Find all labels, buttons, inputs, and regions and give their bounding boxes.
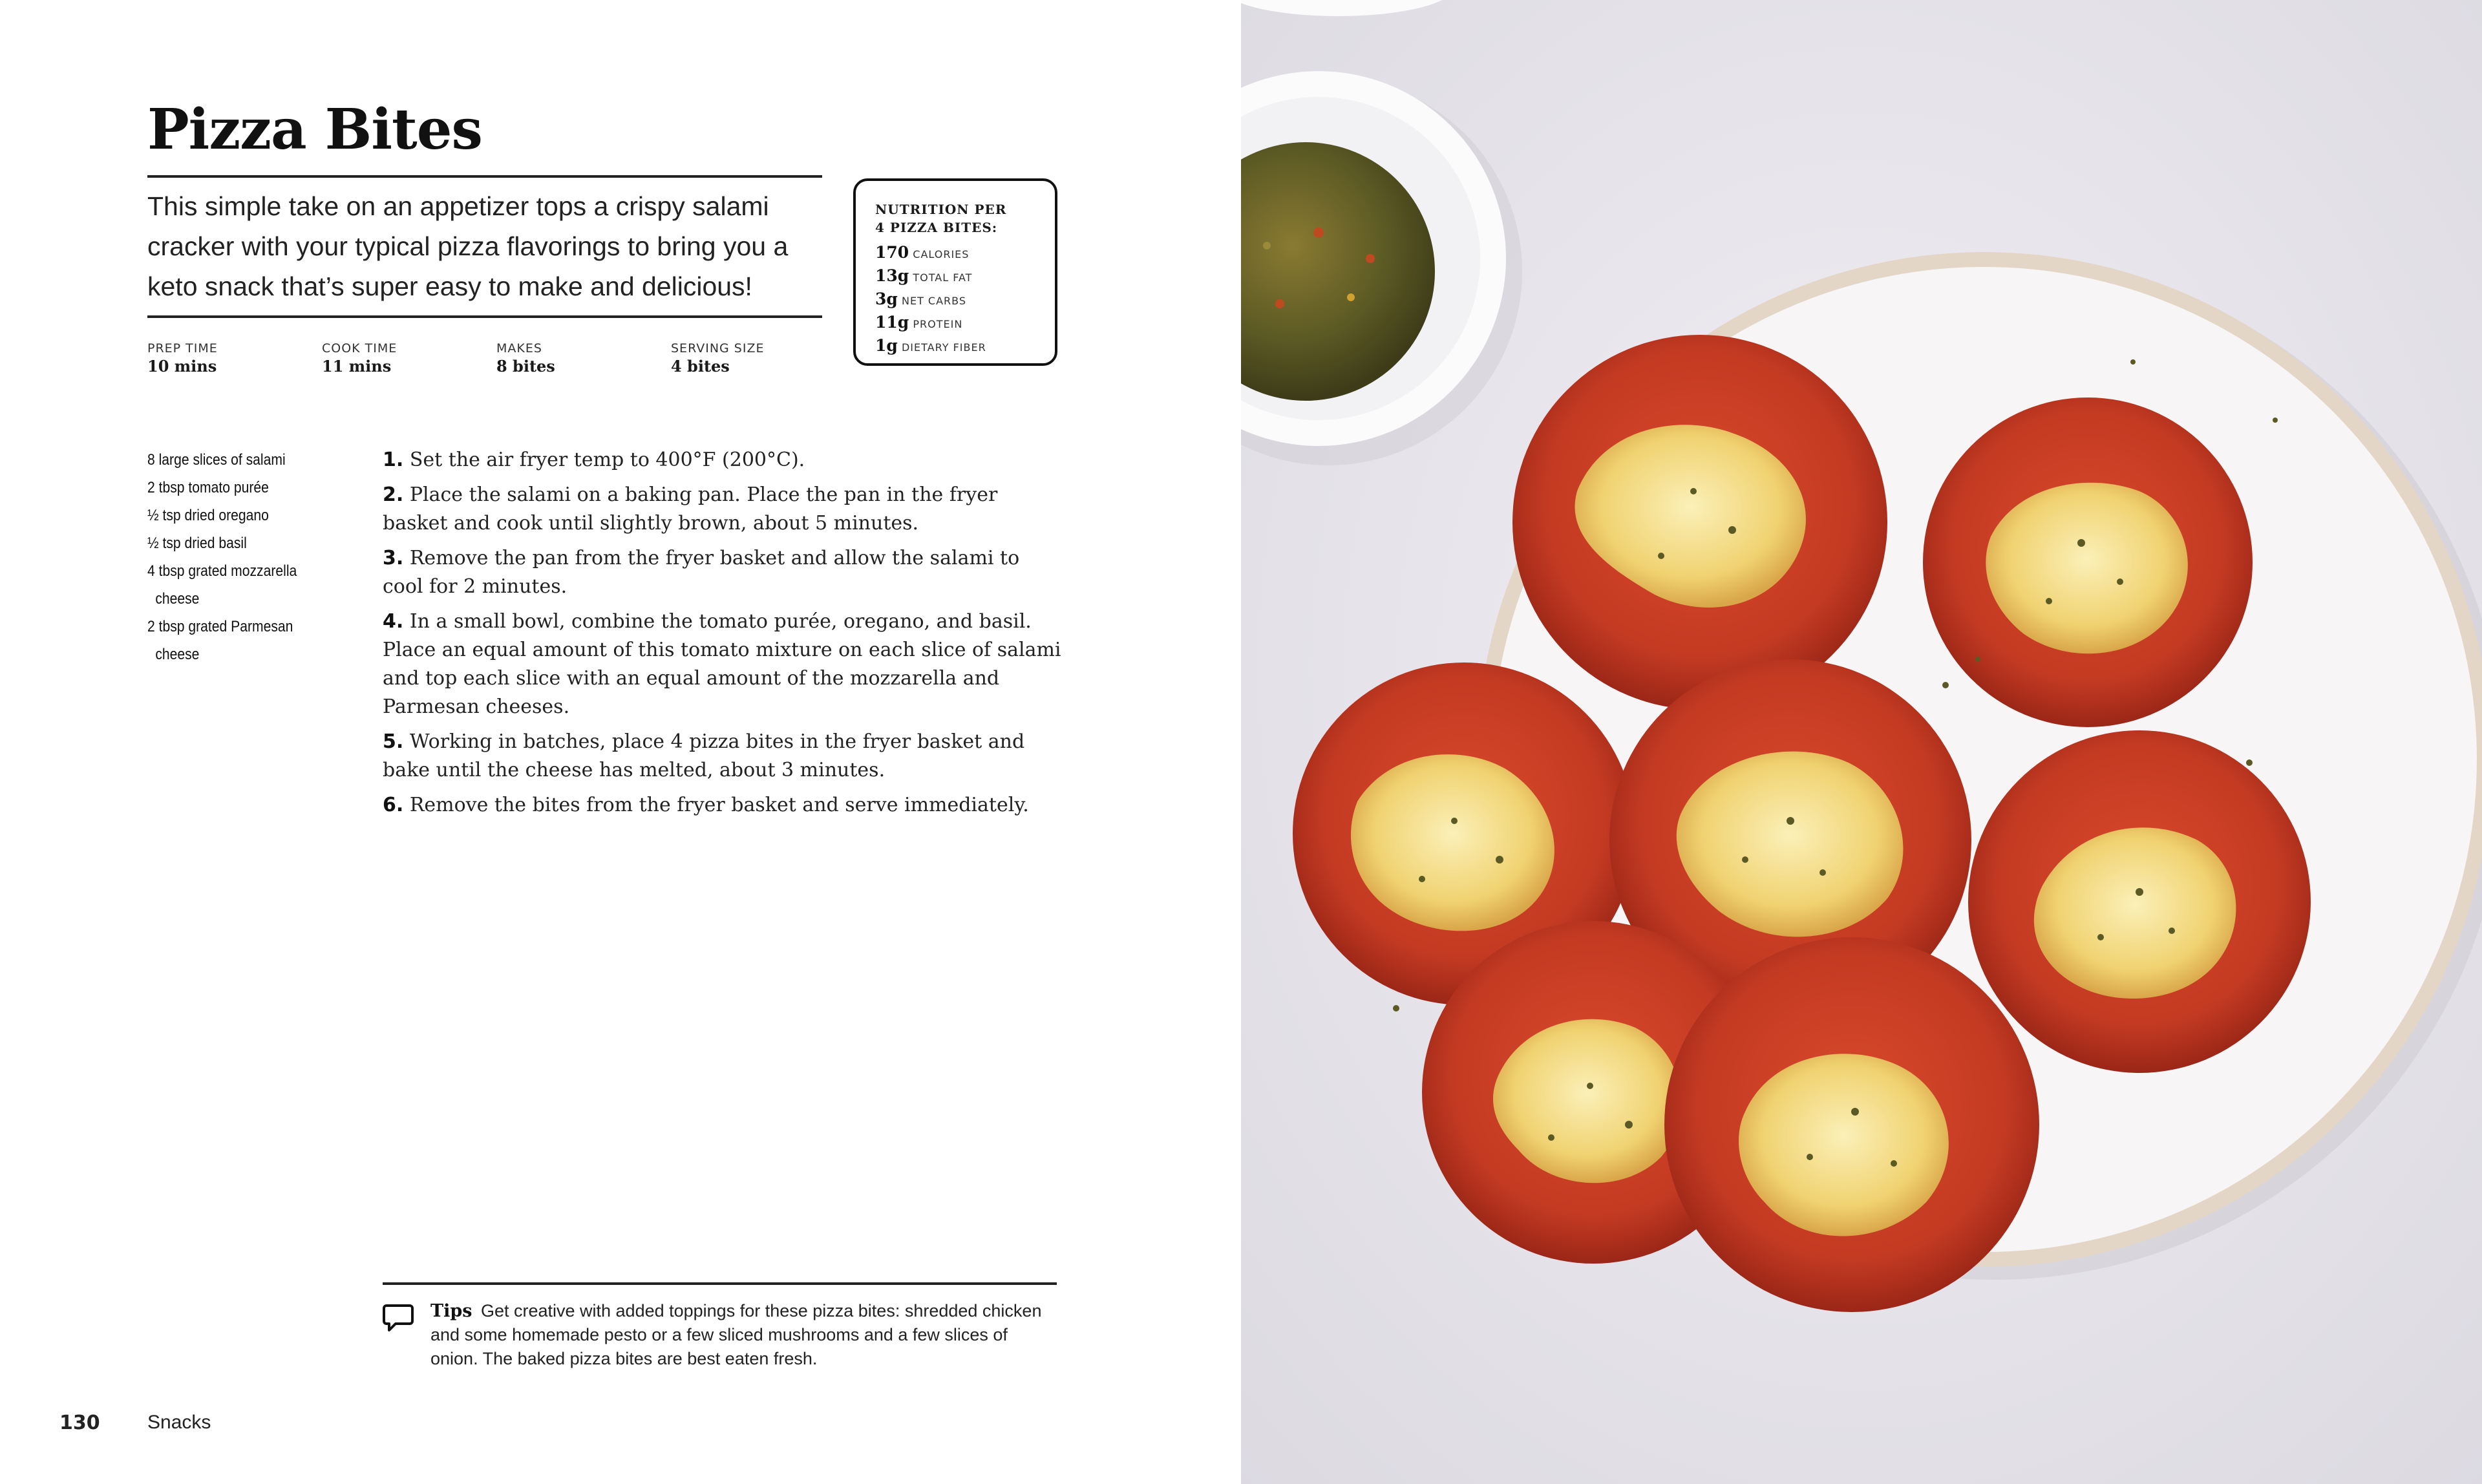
nutrition-heading-line: 4 PIZZA BITES: — [875, 220, 998, 235]
meta-value: 11 mins — [322, 357, 392, 376]
nutrition-row-fiber — [875, 335, 1055, 358]
ingredient-item: ½ tsp dried oregano — [147, 507, 269, 524]
meta-label: COOK TIME — [322, 341, 398, 355]
pizza-bite — [1968, 730, 2311, 1073]
nutrition-row-fat — [875, 265, 1055, 288]
nutrition-heading — [875, 200, 1055, 237]
meta-label: PREP TIME — [147, 341, 218, 355]
tips-label: Tips — [430, 1301, 472, 1321]
pizza-bite — [1512, 335, 1887, 710]
ingredient-item: 8 large slices of salami — [147, 451, 286, 469]
ingredient-item: 2 tbsp tomato purée — [147, 479, 269, 496]
step-item — [383, 791, 1061, 820]
step-number: 6. — [383, 794, 404, 816]
meta-label: MAKES — [496, 341, 542, 355]
step-item — [383, 608, 1061, 721]
speech-bubble-icon — [383, 1303, 414, 1333]
meta-cook-time — [322, 341, 397, 376]
food-photo — [1241, 0, 2482, 1484]
recipe-title: Pizza Bites — [147, 97, 482, 162]
nutrition-row-carbs — [875, 288, 1055, 312]
tips-text: Get creative with added toppings for these pizza bites: shredded chicken and some homemade pesto or a few sliced mushrooms and a few slices of onion. The baked pizza bites are best eaten fresh. — [430, 1301, 1042, 1368]
tips-content — [430, 1299, 1057, 1371]
step-text: Remove the bites from the fryer basket and serve immediately. — [409, 794, 1029, 816]
step-text: Remove the pan from the fryer basket and allow the salami to cool for 2 minutes. — [383, 547, 1020, 598]
ingredient-item: 2 tbsp grated Parmesan cheese — [147, 618, 293, 663]
meta-serving-size — [671, 341, 765, 376]
step-number: 4. — [383, 610, 404, 633]
step-item — [383, 446, 1061, 474]
step-text: Working in batches, place 4 pizza bites in the fryer basket and bake until the cheese has melted, about 3 minutes. — [383, 730, 1025, 781]
nutrition-label: DIETARY FIBER — [901, 341, 986, 354]
step-number: 3. — [383, 547, 404, 569]
step-item — [383, 544, 1061, 601]
meta-value: 8 bites — [496, 357, 555, 376]
step-number: 2. — [383, 483, 404, 506]
nutrition-label: PROTEIN — [913, 318, 963, 330]
section-name: Snacks — [147, 1412, 211, 1433]
meta-makes — [496, 341, 555, 376]
meta-label: SERVING SIZE — [671, 341, 765, 355]
page-number: 130 — [59, 1412, 100, 1434]
nutrition-label: NET CARBS — [901, 295, 967, 307]
recipe-intro: This simple take on an appetizer tops a crispy salami cracker with your typical pizza flavorings to bring you a keto snack that’s super easy to make and delicious! — [147, 191, 789, 301]
nutrition-label: CALORIES — [913, 248, 970, 260]
meta-prep-time — [147, 341, 218, 376]
step-number: 5. — [383, 730, 404, 753]
pizza-bites-illustration — [1241, 0, 2482, 1484]
step-text: Set the air fryer temp to 400°F (200°C). — [409, 449, 805, 471]
ingredient-list — [147, 446, 312, 668]
ingredient-item: ½ tsp dried basil — [147, 535, 247, 552]
pizza-bite — [1664, 937, 2039, 1312]
nutrition-box — [853, 178, 1057, 366]
nutrition-row-calories — [875, 242, 1055, 265]
ingredient-item: 4 tbsp grated mozzarella cheese — [147, 562, 297, 608]
method-steps — [383, 446, 1061, 826]
step-text: Place the salami on a baking pan. Place the pan in the fryer basket and cook until slightly brown, about 5 minutes. — [383, 483, 998, 535]
nutrition-amount: 1g — [875, 336, 898, 355]
nutrition-amount: 11g — [875, 313, 909, 332]
nutrition-label: TOTAL FAT — [913, 271, 973, 284]
nutrition-amount: 170 — [875, 243, 909, 262]
nutrition-amount: 3g — [875, 290, 898, 308]
nutrition-heading-line: NUTRITION PER — [875, 202, 1007, 217]
pizza-bite — [1923, 398, 2253, 727]
tips-box — [383, 1282, 1057, 1371]
step-number: 1. — [383, 449, 404, 471]
title-rule — [147, 175, 822, 178]
intro-rule — [147, 315, 822, 318]
meta-value: 4 bites — [671, 357, 730, 376]
nutrition-amount: 13g — [875, 266, 909, 285]
step-text: In a small bowl, combine the tomato purée, oregano, and basil. Place an equal amount of this tomato mixture on each slice of salami and top each slice with an equal amount of the mozzarella and Parmesan cheeses. — [383, 610, 1061, 718]
meta-value: 10 mins — [147, 357, 217, 376]
nutrition-row-protein — [875, 312, 1055, 335]
step-item — [383, 728, 1061, 785]
step-item — [383, 481, 1061, 538]
